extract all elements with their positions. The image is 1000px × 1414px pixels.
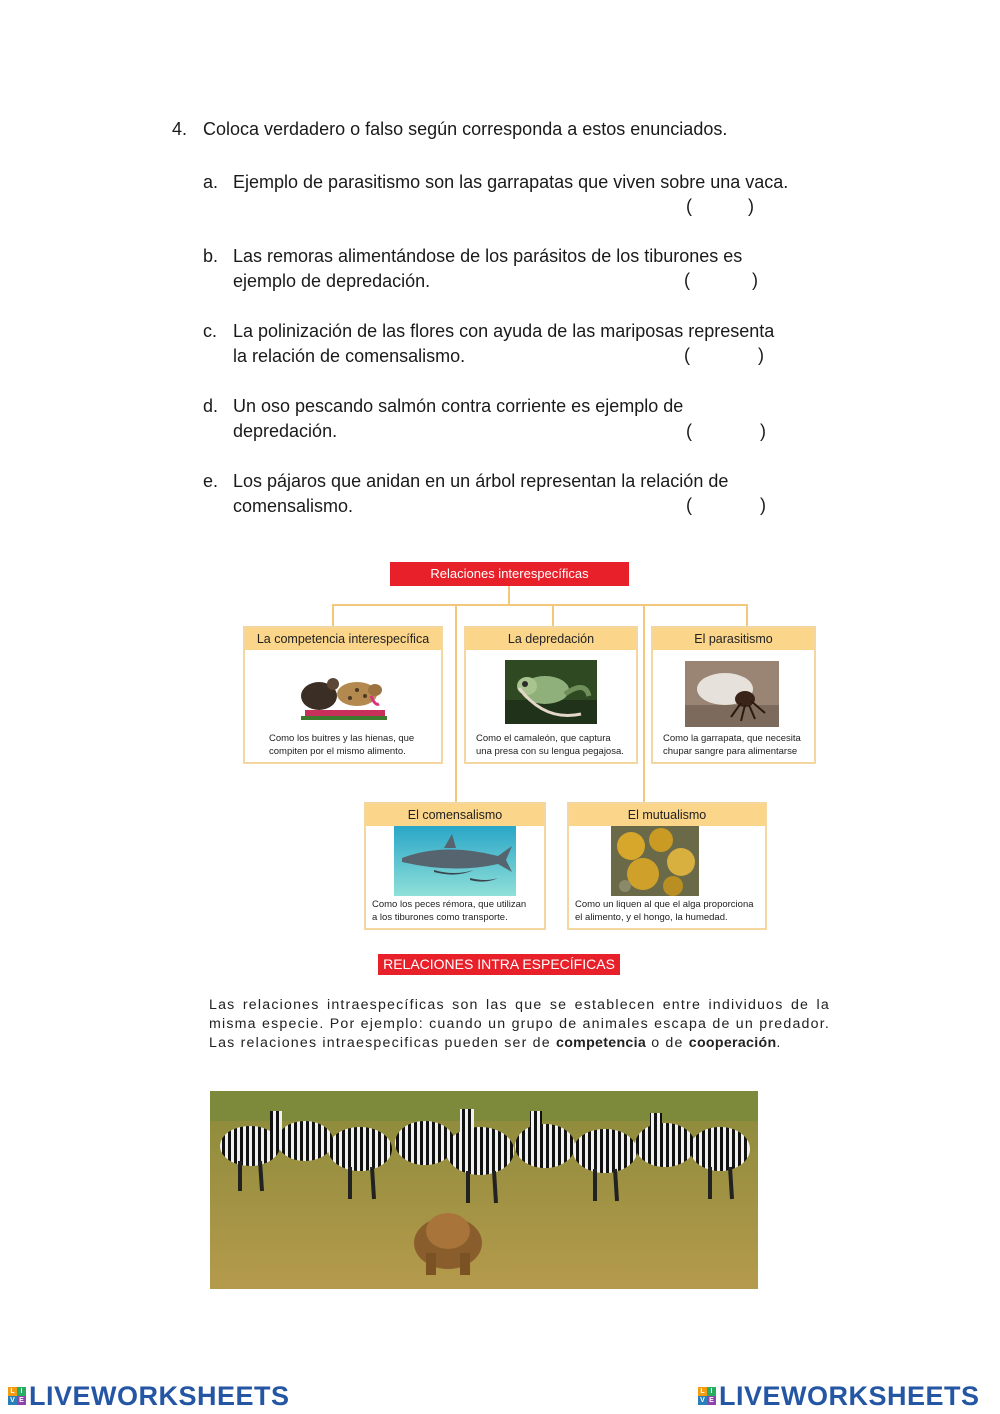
- statement-text-line2: la relación de comensalismo.: [233, 346, 466, 366]
- statement-text: Las remoras alimentándose de los parásitos de los tiburones es: [233, 246, 743, 266]
- box-depredacion: [464, 626, 638, 764]
- intra-title: RELACIONES INTRA ESPECÍFICAS: [378, 954, 620, 975]
- box-comensalismo: [364, 802, 546, 930]
- brand-name: LIVEWORKSHEETS: [29, 1380, 290, 1411]
- box-caption: Como un liquen al que el alga proporciona: [575, 899, 754, 910]
- box-caption: Como el camaleón, que captura: [476, 733, 611, 744]
- answer-blank-d[interactable]: ( ): [686, 421, 766, 441]
- answer-blank-b[interactable]: ( ): [684, 270, 758, 290]
- statement-letter: b.: [203, 246, 219, 266]
- relations-diagram: [240, 558, 820, 933]
- box-heading: El parasitismo: [653, 628, 814, 650]
- liveworksheets-logo-left: [8, 1378, 290, 1414]
- box-caption: Como los buitres y las hienas, que: [269, 733, 415, 744]
- box-caption: el alimento, y el hongo, la humedad.: [575, 912, 728, 923]
- box-heading: El comensalismo: [366, 804, 544, 826]
- statement-letter: d.: [203, 396, 219, 416]
- keyword-cooperacion: cooperación: [688, 1035, 777, 1051]
- keyword-competencia: competencia: [556, 1035, 647, 1051]
- box-caption: Como los peces rémora, que utilizan: [372, 899, 527, 910]
- statement-letter: e.: [203, 471, 219, 491]
- question-text: Coloca verdadero o falso según corresponda a estos enunciados.: [203, 119, 728, 139]
- shark-remora-image: [394, 826, 516, 896]
- box-caption: compiten por el mismo alimento.: [269, 746, 406, 757]
- connector: [332, 604, 334, 626]
- connector: [552, 604, 554, 626]
- paragraph-text: Las relaciones intraespecíficas son las que se establecen entre individuos de la misma especie. Por ejemplo: cuando un grupo de animales escapa de un predador. Las relaciones intraespecificas pueden ser de: [209, 997, 830, 1051]
- chameleon-image: [505, 660, 597, 724]
- paragraph-text: .: [776, 1035, 782, 1051]
- statement-text-line2: ejemplo de depredación.: [233, 271, 431, 291]
- paragraph-text: o de: [646, 1035, 689, 1051]
- box-mutualismo: [567, 802, 767, 930]
- box-caption: Como la garrapata, que necesita: [663, 733, 801, 744]
- liveworksheets-logo-right: [698, 1378, 980, 1414]
- intra-paragraph: [209, 996, 830, 1053]
- box-parasitismo: [651, 626, 816, 764]
- question-number: 4.: [172, 119, 188, 139]
- answer-blank-c[interactable]: ( ): [684, 345, 764, 365]
- connector: [455, 604, 457, 804]
- tick-image: [685, 661, 779, 727]
- statement-text: Un oso pescando salmón contra corriente es ejemplo de: [233, 396, 684, 416]
- box-caption: una presa con su lengua pegajosa.: [476, 746, 624, 757]
- connector: [508, 586, 510, 606]
- statement-text: Ejemplo de parasitismo son las garrapatas que viven sobre una vaca.: [233, 172, 789, 192]
- answer-blank-e[interactable]: ( ): [686, 495, 766, 515]
- connector: [643, 604, 645, 804]
- box-competencia: [243, 626, 443, 764]
- box-caption: chupar sangre para alimentarse: [663, 746, 798, 757]
- question-prompt: [172, 119, 727, 140]
- liveworksheets-mark-icon: L I V E: [698, 1387, 716, 1405]
- zebras-lion-photo: [210, 1091, 758, 1289]
- statement-text: Los pájaros que anidan en un árbol representan la relación de: [233, 471, 729, 491]
- box-caption: a los tiburones como transporte.: [372, 912, 508, 923]
- statement-text-line2: depredación.: [233, 421, 338, 441]
- brand-name: LIVEWORKSHEETS: [719, 1380, 980, 1411]
- connector: [746, 604, 748, 626]
- liveworksheets-mark-icon: L I V E: [8, 1387, 26, 1405]
- box-heading: La depredación: [466, 628, 636, 650]
- answer-blank-a[interactable]: ( ): [686, 196, 754, 216]
- statement-letter: c.: [203, 321, 218, 341]
- lichen-image: [611, 826, 699, 896]
- statement-text: La polinización de las flores con ayuda de las mariposas representa: [233, 321, 775, 341]
- connector: [332, 604, 748, 606]
- vulture-hyena-image: [295, 658, 391, 722]
- box-heading: El mutualismo: [569, 804, 765, 826]
- statement-text-line2: comensalismo.: [233, 496, 354, 516]
- box-heading: La competencia interespecífica: [245, 628, 441, 650]
- diagram-title: Relaciones interespecíficas: [390, 562, 629, 586]
- statement-letter: a.: [203, 172, 219, 192]
